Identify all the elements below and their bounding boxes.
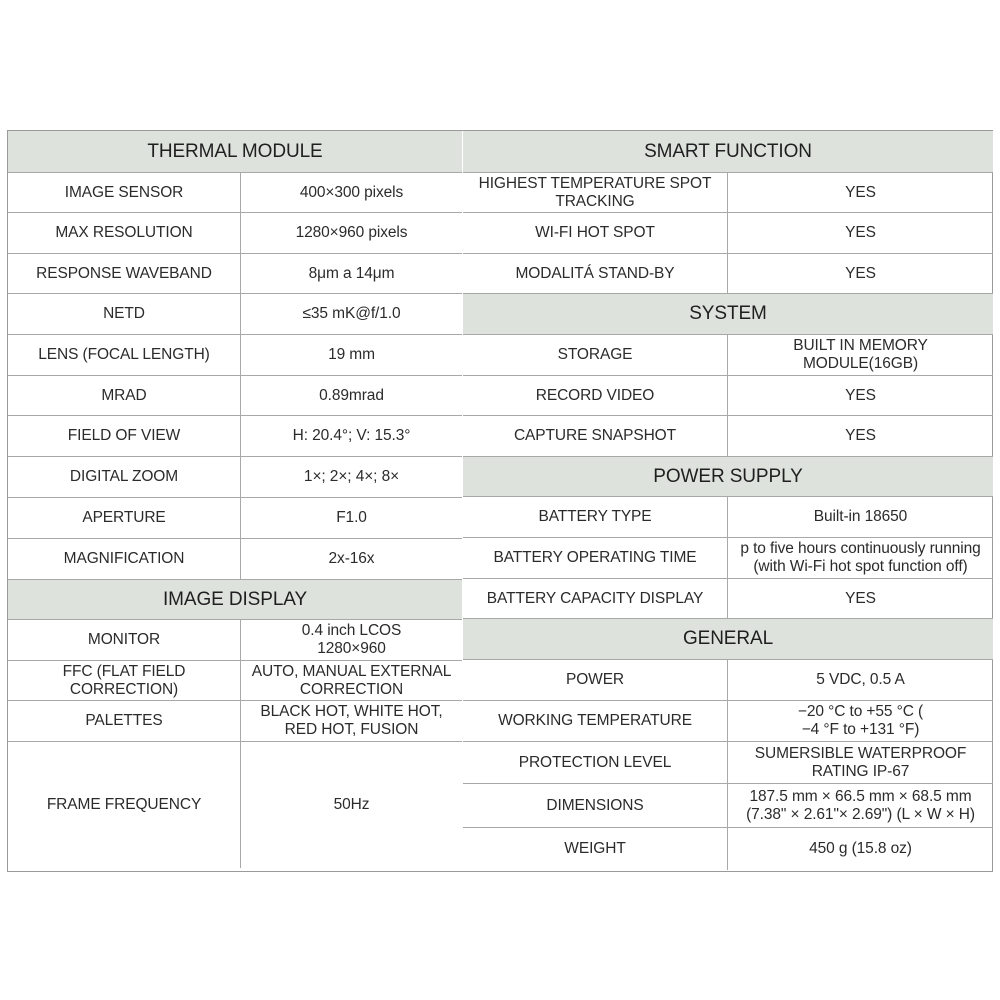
spec-value: 400×300 pixels (299, 183, 404, 201)
spec-label: RECORD VIDEO (463, 376, 728, 415)
spec-row (463, 497, 993, 538)
spec-row (463, 784, 993, 828)
spec-row (463, 173, 993, 213)
spec-row (8, 376, 462, 416)
spec-row (463, 660, 993, 701)
spec-label: IMAGE SENSOR (8, 173, 241, 212)
spec-value: YES (845, 386, 876, 404)
spec-label: BATTERY TYPE (463, 497, 728, 537)
spec-row (463, 335, 993, 376)
spec-label: DIGITAL ZOOM (8, 457, 241, 497)
spec-value: YES (845, 427, 876, 444)
spec-label: WEIGHT (463, 828, 728, 870)
spec-label: FFC (FLAT FIELD CORRECTION) (8, 661, 241, 700)
spec-row (8, 620, 462, 661)
spec-value: SUMERSIBLE WATERPROOF RATING IP-67 (754, 744, 967, 780)
spec-label: NETD (8, 294, 241, 334)
spec-row (463, 376, 993, 416)
spec-label: MAX RESOLUTION (8, 213, 241, 253)
spec-value: 0.4 inch LCOS 1280×960 (301, 622, 402, 657)
spec-label: MRAD (8, 376, 241, 415)
spec-row (8, 173, 462, 213)
spec-value: 0.89mrad (319, 386, 384, 404)
spec-label: FIELD OF VIEW (8, 416, 241, 456)
spec-value: Built-in 18650 (813, 508, 908, 525)
spec-label: DIMENSIONS (463, 784, 728, 827)
spec-value: ≤35 mK@f/1.0 (302, 305, 401, 322)
section-header-system (463, 294, 993, 335)
section-title: IMAGE DISPLAY (8, 580, 462, 619)
spec-row (8, 254, 462, 294)
spec-label: STORAGE (463, 335, 728, 375)
spec-label: PALETTES (8, 701, 241, 741)
spec-label: LENS (FOCAL LENGTH) (8, 335, 241, 375)
spec-row (463, 538, 993, 579)
section-title: GENERAL (463, 619, 993, 659)
spec-value: AUTO, MANUAL EXTERNAL CORRECTION (251, 662, 452, 698)
spec-row (8, 457, 462, 498)
spec-label: PROTECTION LEVEL (463, 742, 728, 783)
spec-value: 2x-16x (328, 550, 375, 567)
spec-row (8, 701, 462, 742)
spec-row (8, 498, 462, 539)
spec-value: 19 mm (328, 346, 375, 363)
spec-label: WI-FI HOT SPOT (463, 213, 728, 253)
spec-label: HIGHEST TEMPERATURE SPOT TRACKING (463, 173, 728, 212)
spec-label: FRAME FREQUENCY (8, 742, 241, 868)
spec-label: APERTURE (8, 498, 241, 538)
spec-value: 50Hz (333, 796, 370, 813)
spec-value: 187.5 mm × 66.5 mm × 68.5 mm (7.38" × 2.61"× 2.69") (L × W × H) (746, 787, 975, 823)
spec-value: p to five hours continuously running (with Wi-Fi hot spot function off) (740, 540, 981, 575)
spec-row (463, 579, 993, 619)
spec-value: YES (845, 183, 876, 201)
spec-value: BUILT IN MEMORY MODULE(16GB) (793, 337, 928, 372)
spec-row (463, 254, 993, 294)
section-header-smart-function (463, 131, 993, 173)
section-header-thermal-module (8, 131, 462, 173)
spec-value: 8μm a 14μm (308, 264, 395, 282)
section-header-image-display (8, 580, 462, 620)
spec-row (8, 213, 462, 254)
spec-row (8, 294, 462, 335)
spec-value: BLACK HOT, WHITE HOT, RED HOT, FUSION (260, 703, 443, 738)
section-title: THERMAL MODULE (8, 131, 462, 172)
spec-value: 1280×960 pixels (295, 224, 408, 241)
section-title: POWER SUPPLY (463, 457, 993, 496)
spec-table (7, 130, 993, 872)
spec-label: CAPTURE SNAPSHOT (463, 416, 728, 456)
spec-row (8, 335, 462, 376)
spec-label: POWER (463, 660, 728, 700)
spec-value: YES (845, 589, 876, 607)
spec-value: YES (845, 264, 876, 282)
section-header-general (463, 619, 993, 660)
spec-row (463, 213, 993, 254)
spec-value: −20 °C to +55 °C ( −4 °F to +131 °F) (797, 703, 924, 738)
spec-row (8, 416, 462, 457)
spec-row (463, 828, 993, 870)
spec-label: BATTERY CAPACITY DISPLAY (463, 579, 728, 618)
spec-row (8, 742, 462, 868)
spec-row (8, 661, 462, 701)
spec-label: RESPONSE WAVEBAND (8, 254, 241, 293)
spec-row (8, 539, 462, 580)
section-title: SYSTEM (463, 294, 993, 334)
spec-value: 5 VDC, 0.5 A (816, 671, 905, 688)
spec-value: 1×; 2×; 4×; 8× (303, 468, 400, 485)
section-title: SMART FUNCTION (463, 131, 993, 172)
spec-value: YES (845, 224, 876, 241)
section-header-power-supply (463, 457, 993, 497)
spec-value: H: 20.4°; V: 15.3° (292, 427, 411, 444)
spec-label: MONITOR (8, 620, 241, 660)
spec-row (463, 742, 993, 784)
spec-label: BATTERY OPERATING TIME (463, 538, 728, 578)
spec-value: 450 g (15.8 oz) (809, 840, 912, 857)
spec-label: MAGNIFICATION (8, 539, 241, 579)
spec-row (463, 701, 993, 742)
spec-label: WORKING TEMPERATURE (463, 701, 728, 741)
spec-row (463, 416, 993, 457)
spec-label: MODALITÁ STAND-BY (463, 254, 728, 293)
spec-value: F1.0 (336, 509, 367, 526)
